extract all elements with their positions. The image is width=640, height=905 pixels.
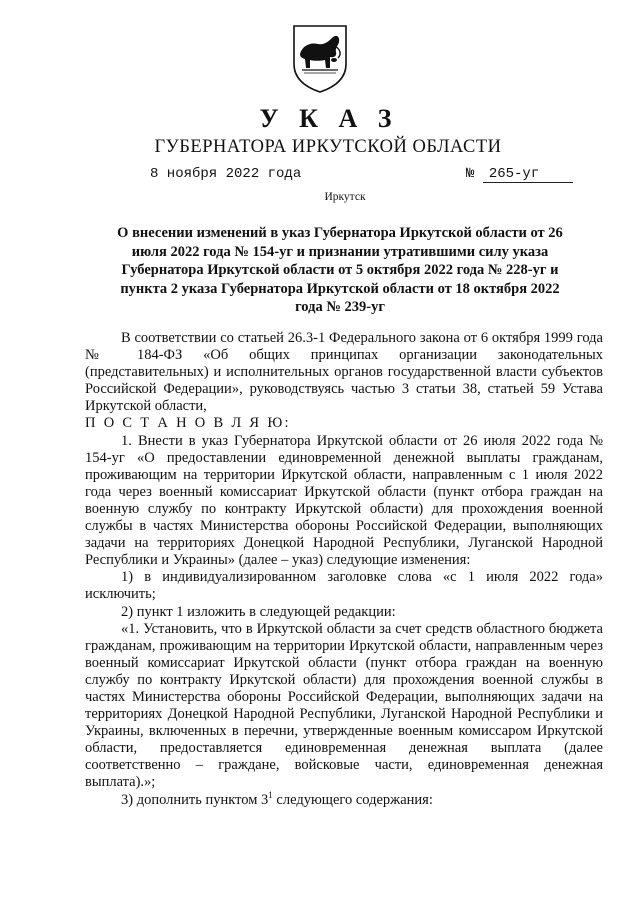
resolve-word: П О С Т А Н О В Л Я Ю: bbox=[85, 415, 291, 432]
decree-date: 8 ноября 2022 года bbox=[150, 166, 302, 182]
decree-body bbox=[85, 330, 603, 809]
item-3-text: 3) дополнить пунктом 3 bbox=[121, 791, 269, 808]
paragraph-1-item-1: 1) в индивидуализированном заголовке слова «с 1 июля 2022 года» исключить; bbox=[85, 569, 603, 603]
decree-number: 265-уг bbox=[483, 167, 573, 183]
paragraph-1-item-3 bbox=[85, 789, 603, 809]
document-type: У К А З bbox=[259, 104, 399, 133]
decree-number-line bbox=[466, 166, 573, 183]
item-3-superscript: 1 bbox=[268, 789, 273, 800]
paragraph-1: 1. Внести в указ Губернатора Иркутской области от 26 июля 2022 года № 154-уг «О предоставлении единовременной денежной выплаты гражданам, проживающим на территории Иркутской области, направленным с 1 июля 2022 года через военный комиссариат Иркутской области (пункт отбора граждан на военную службу по контракту Иркутской области) для прохождения военной службы в частях Министерства обороны Российской Федерации, выполняющих задачи на территориях Донецкой Народной Республики, Луганской Народной Республики и Украины» (далее – указ) следующие изменения: bbox=[85, 432, 603, 569]
coat-of-arms-icon bbox=[290, 24, 350, 94]
issuer: ГУБЕРНАТОРА ИРКУТСКОЙ ОБЛАСТИ bbox=[154, 137, 502, 157]
paragraph-1-item-2: 2) пункт 1 изложить в следующей редакции: bbox=[121, 603, 396, 620]
city: Иркутск bbox=[324, 191, 366, 203]
decree-title: О внесении изменений в указ Губернатора Иркутской области от 26 июля 2022 года № 154-уг и признании утратившими силу указа Губернатора Иркутской области от 5 октября 2022 года № 228-уг и пункта 2 указа Губернатора Иркутской области от 18 октября 2022 года № 239-уг bbox=[117, 225, 563, 315]
number-sign: № bbox=[466, 166, 475, 182]
preamble: В соответствии со статьей 26.3-1 Федерального закона от 6 октября 1999 года № 184-ФЗ «Об общих принципах организации законодательных (представительных) и исполнительных органов государственной власти субъектов Российской Федерации», руководствуясь частью 3 статьи 38, статьей 59 Устава Иркутской области, bbox=[85, 330, 603, 415]
paragraph-1-item-2-text: «1. Установить, что в Иркутской области за счет средств областного бюджета гражданам, проживающим на территории Иркутской области, направленным через военный комиссариат Иркутской области (пункт отбора граждан на военную службу по контракту Иркутской области) для прохождения военной службы в частях Министерства обороны Российской Федерации, выполняющих задачи на территориях Донецкой Народной Республики, Луганской Народной Республики и Украины, включенных в перечни, утвержденные военным комиссаром Иркутской области, предоставляется единовременная денежная выплата (далее соответственно – граждане, войсковые части, единовременная денежная выплата).»; bbox=[85, 620, 603, 791]
item-3-text-end: следующего содержания: bbox=[272, 791, 433, 808]
